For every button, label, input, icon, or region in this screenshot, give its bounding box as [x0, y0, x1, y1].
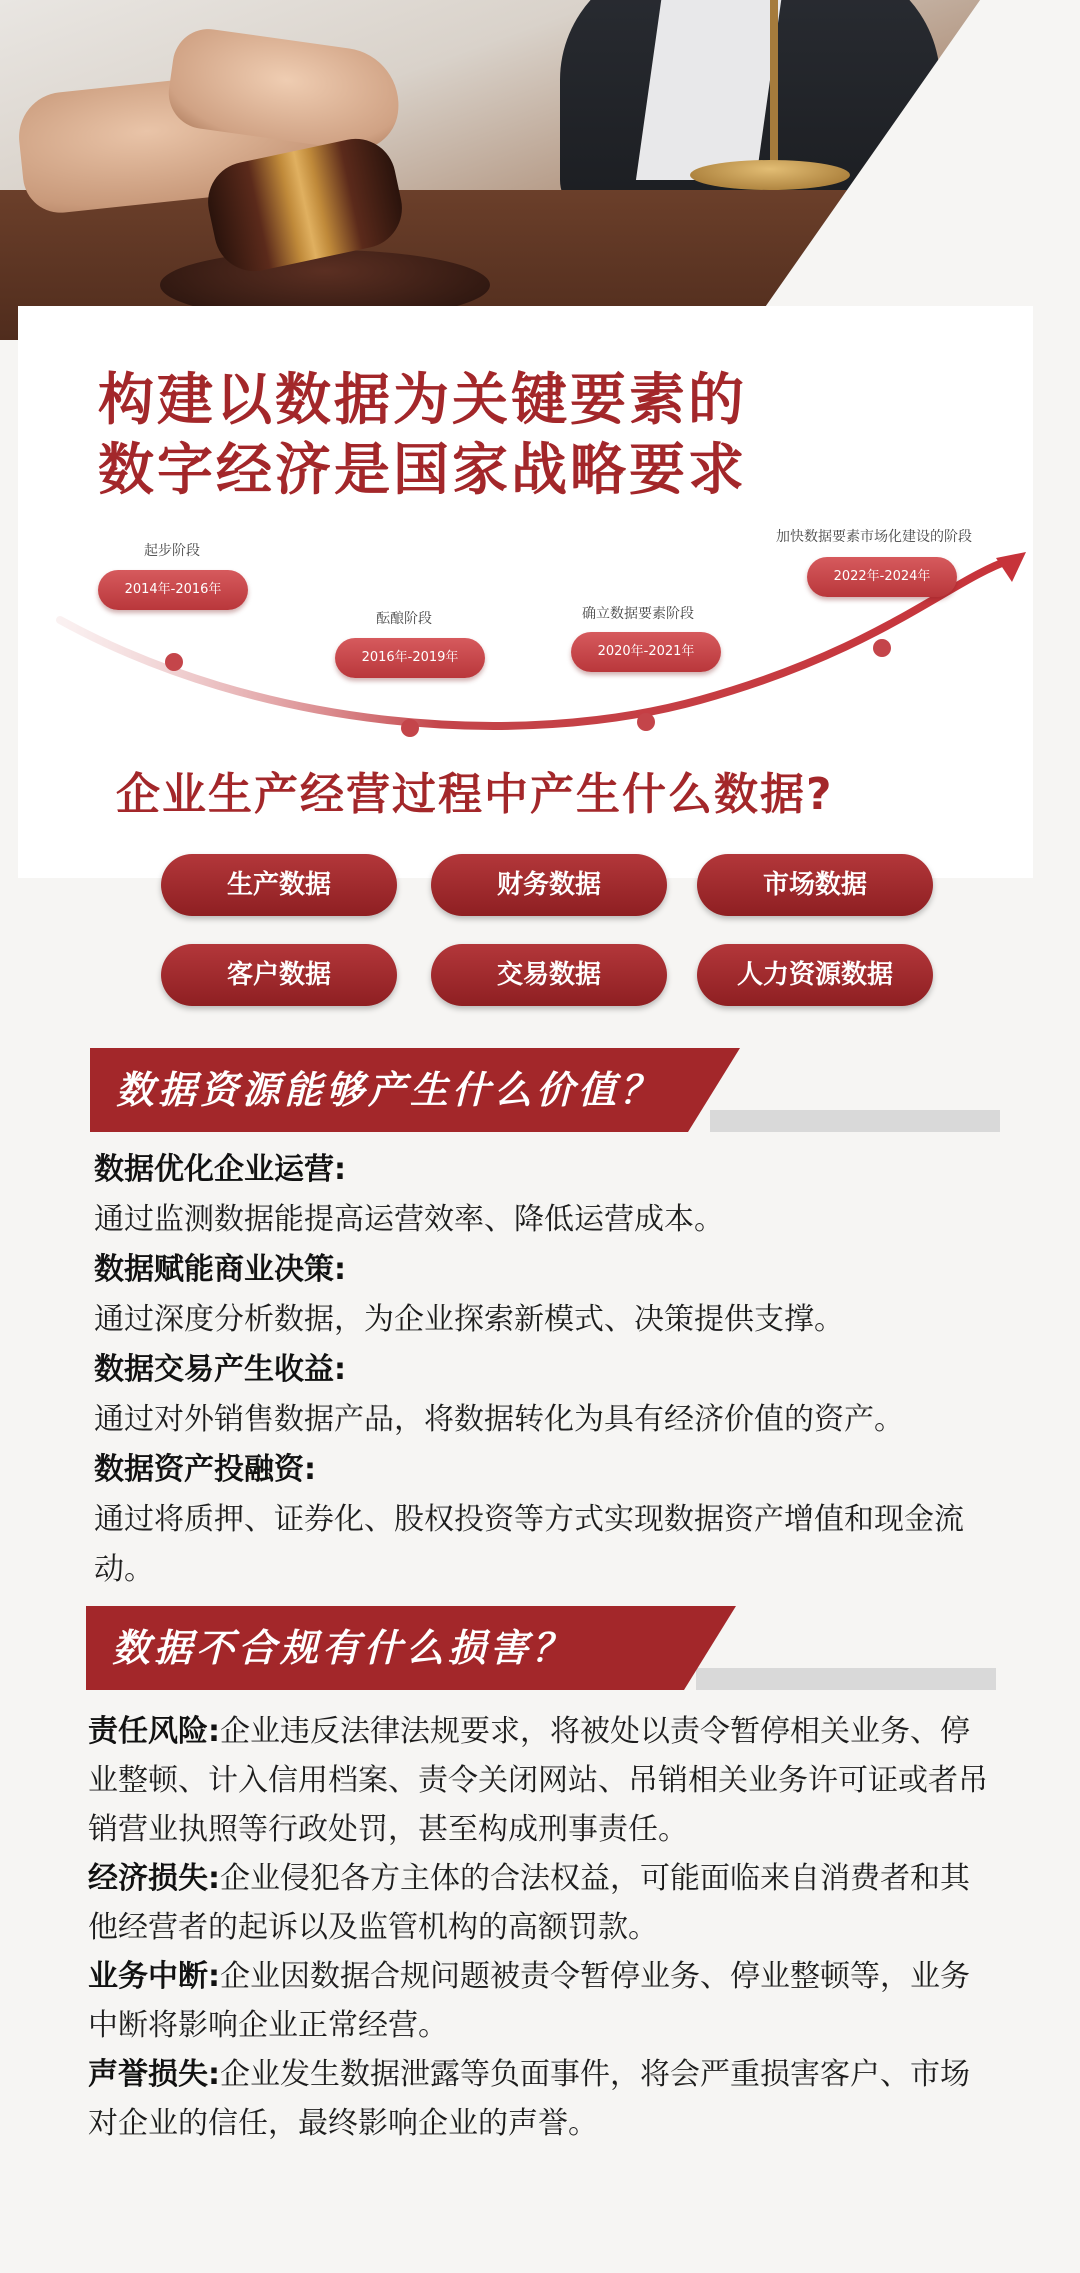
harm-item-1 — [88, 1707, 993, 1854]
harm-item-head-4: 声誉损失: — [88, 2057, 220, 2092]
harm-item-4 — [88, 2050, 993, 2148]
stage-pill-2: 2016年-2019年 — [335, 638, 485, 678]
harm-item-body-2: 企业侵犯各方主体的合法权益，可能面临来自消费者和其他经营者的起诉以及监管机构的高额罚款。 — [88, 1861, 970, 1945]
value-item-body-4: 通过将质押、证券化、股权投资等方式实现数据资产增值和现金流动。 — [94, 1502, 964, 1587]
harm-item-head-3: 业务中断: — [88, 1959, 220, 1994]
timeline-dot-4 — [873, 639, 891, 657]
value-item-head-3: 数据交易产生收益: — [94, 1352, 346, 1387]
stage-label-4: 加快数据要素市场化建设的阶段 — [776, 529, 972, 545]
data-question-heading: 企业生产经营过程中产生什么数据? — [116, 769, 834, 820]
category-pill-market: 市场数据 — [697, 854, 933, 916]
stage-label-3: 确立数据要素阶段 — [582, 606, 694, 622]
scales-icon — [690, 160, 850, 190]
value-item-head-2: 数据赋能商业决策: — [94, 1252, 346, 1287]
banner-gray-bar — [710, 1110, 1000, 1132]
timeline-dot-2 — [401, 719, 419, 737]
value-item-body-3: 通过对外销售数据产品，将数据转化为具有经济价值的资产。 — [94, 1402, 904, 1437]
headline — [98, 366, 747, 506]
harm-item-3 — [88, 1952, 993, 2050]
value-item-head-4: 数据资产投融资: — [94, 1452, 316, 1487]
value-section-banner — [90, 1048, 1000, 1132]
stage-pill-1: 2014年-2016年 — [98, 570, 248, 610]
value-section-title: 数据资源能够产生什么价值？ — [116, 1068, 663, 1112]
category-pill-finance: 财务数据 — [431, 854, 667, 916]
harm-section-title: 数据不合规有什么损害？ — [112, 1626, 575, 1670]
category-pill-production: 生产数据 — [161, 854, 397, 916]
stage-pill-4: 2022年-2024年 — [807, 557, 957, 597]
harm-item-head-1: 责任风险: — [88, 1714, 220, 1749]
harm-item-body-3: 企业因数据合规问题被责令暂停业务、停业整顿等，业务中断将影响企业正常经营。 — [88, 1959, 970, 2043]
stage-label-1: 起步阶段 — [144, 543, 200, 559]
hero-gavel-photo — [0, 0, 1080, 340]
headline-line-1: 构建以数据为关键要素的 — [98, 368, 747, 433]
harm-item-head-2: 经济损失: — [88, 1861, 220, 1896]
harm-item-body-4: 企业发生数据泄露等负面事件，将会严重损害客户、市场对企业的信任，最终影响企业的声誉。 — [88, 2057, 970, 2141]
stage-pill-3: 2020年-2021年 — [571, 632, 721, 672]
value-item-head-1: 数据优化企业运营: — [94, 1152, 346, 1187]
category-pill-transaction: 交易数据 — [431, 944, 667, 1006]
category-pill-customer: 客户数据 — [161, 944, 397, 1006]
stage-label-2: 酝酿阶段 — [376, 611, 432, 627]
timeline-dot-1 — [165, 653, 183, 671]
banner-gray-bar-2 — [696, 1668, 996, 1690]
headline-line-2: 数字经济是国家战略要求 — [98, 438, 747, 503]
harm-item-body-1: 企业违反法律法规要求，将被处以责令暂停相关业务、停业整顿、计入信用档案、责令关闭网站、吊销相关业务许可证或者吊销营业执照等行政处罚，甚至构成刑事责任。 — [88, 1714, 988, 1847]
timeline-dot-3 — [637, 713, 655, 731]
value-item-body-1: 通过监测数据能提高运营效率、降低运营成本。 — [94, 1202, 724, 1237]
harm-list — [88, 1707, 993, 2148]
category-pill-hr: 人力资源数据 — [697, 944, 933, 1006]
harm-section-banner — [86, 1606, 996, 1690]
value-list — [94, 1145, 1004, 1595]
harm-item-2 — [88, 1854, 993, 1952]
value-item-body-2: 通过深度分析数据，为企业探索新模式、决策提供支撑。 — [94, 1302, 844, 1337]
